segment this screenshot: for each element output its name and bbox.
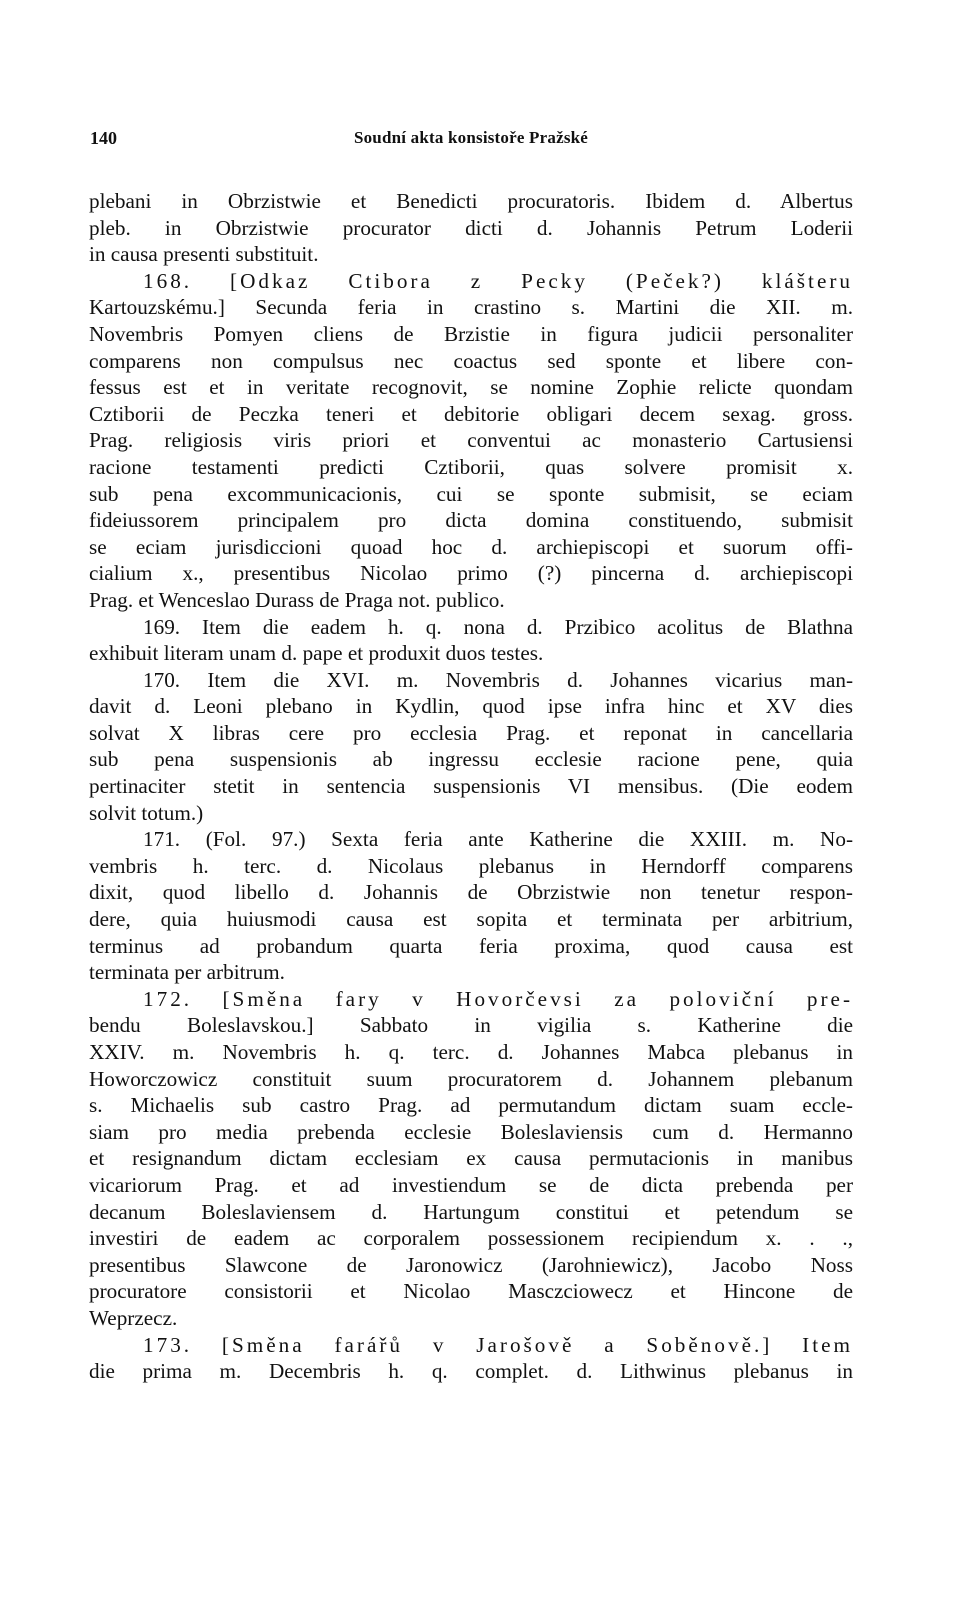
entry-170-heading: 170. Item die XVI. m. Novembris d. Johannes vicarius man- bbox=[143, 667, 853, 692]
text-line: bendu Boleslavskou.] Sabbato in vigilia s. Katherine die bbox=[89, 1013, 853, 1038]
text-line: die prima m. Decembris h. q. complet. d. Lithwinus plebanus in bbox=[89, 1359, 853, 1384]
text-line: decanum Boleslaviensem d. Hartungum constitui et petendum se bbox=[89, 1199, 853, 1224]
text-line: fessus est et in veritate recognovit, se nomine Zophie relicte quondam bbox=[89, 375, 853, 400]
running-head: Soudní akta konsistoře Pražské bbox=[353, 128, 589, 147]
text-line: sub pena excommunicacionis, cui se sponte submisit, se eciam bbox=[89, 481, 853, 506]
text-line: investiri de eadem ac corporalem possessionem recipiendum x. . ., bbox=[89, 1226, 853, 1251]
text-line: presentibus Slawcone de Jaronowicz (Jarohniewicz), Jacobo Noss bbox=[89, 1252, 853, 1277]
text-line: siam pro media prebenda ecclesie Boleslaviensis cum d. Hermanno bbox=[89, 1119, 853, 1144]
page-number: 140 bbox=[90, 128, 117, 148]
text-line: Weprzecz. bbox=[89, 1305, 178, 1330]
text-line: vembris h. terc. d. Nicolaus plebanus in Herndorff comparens bbox=[89, 853, 853, 878]
entry-169-heading: 169. Item die eadem h. q. nona d. Przibico acolitus de Blathna bbox=[143, 614, 853, 639]
text-line: et resignandum dictam ecclesiam ex causa permutacionis in manibus bbox=[89, 1146, 853, 1171]
text-line: solvit totum.) bbox=[89, 800, 204, 825]
text-line: cialium x., presentibus Nicolao primo (?) pincerna d. archiepiscopi bbox=[89, 561, 853, 586]
text-line: s. Michaelis sub castro Prag. ad permutandum dictam suam eccle- bbox=[89, 1093, 853, 1118]
text-line: davit d. Leoni plebano in Kydlin, quod ipse infra hinc et XV dies bbox=[89, 694, 853, 719]
text-line: Prag. et Wenceslao Durass de Praga not. publico. bbox=[89, 587, 505, 612]
text-line: exhibuit literam unam d. pape et produxit duos testes. bbox=[89, 641, 544, 666]
text-line: pertinaciter stetit in sentencia suspensionis VI mensibus. (Die eodem bbox=[89, 774, 853, 799]
text-line: dixit, quod libello d. Johannis de Obrzistwie non tenetur respon- bbox=[89, 880, 853, 905]
text-line: Howorczowicz constituit suum procuratorem d. Johannem plebanum bbox=[89, 1066, 853, 1091]
entry-171-heading: 171. (Fol. 97.) Sexta feria ante Katherine die XXIII. m. No- bbox=[143, 827, 853, 852]
text-line: racione testamenti predicti Cztiborii, quas solvere promisit x. bbox=[89, 454, 853, 479]
text-line: Novembris Pomyen cliens de Brzistie in figura judicii personaliter bbox=[89, 321, 853, 346]
text-line: fideiussorem principalem pro dicta domina constituendo, submisit bbox=[89, 508, 853, 533]
text-line: XXIV. m. Novembris h. q. terc. d. Johannes Mabca plebanus in bbox=[89, 1040, 853, 1064]
text-line: pleb. in Obrzistwie procurator dicti d. Johannis Petrum Loderii bbox=[89, 215, 853, 240]
text-line: plebani in Obrzistwie et Benedicti procuratoris. Ibidem d. Albertus bbox=[89, 189, 853, 213]
text-line: comparens non compulsus nec coactus sed sponte et libere con- bbox=[89, 348, 853, 373]
entry-172-heading: 172. [Směna fary v Hovorčevsi za poloviční pre- bbox=[143, 986, 853, 1011]
text-line: Prag. religiosis viris priori et conventui ac monasterio Cartusiensi bbox=[89, 428, 853, 453]
text-line: se eciam jurisdiccioni quoad hoc d. archiepiscopi et suorum offi- bbox=[89, 534, 853, 559]
text-line: solvat X libras cere pro ecclesia Prag. et reponat in cancellaria bbox=[89, 720, 853, 745]
text-line: sub pena suspensionis ab ingressu ecclesie racione pene, quia bbox=[89, 747, 853, 772]
body-text bbox=[89, 188, 853, 1385]
text-line: Kartouzskému.] Secunda feria in crastino s. Martini die XII. m. bbox=[89, 295, 853, 320]
text-line: terminus ad probandum quarta feria proxima, quod causa est bbox=[89, 933, 853, 958]
text-line: dere, quia huiusmodi causa est sopita et terminata per arbitrium, bbox=[89, 907, 853, 932]
text-line: terminata per arbitrum. bbox=[89, 960, 285, 985]
text-line: Cztiborii de Peczka teneri et debitorie obligari decem sexag. gross. bbox=[89, 401, 853, 426]
text-line: in causa presenti substituit. bbox=[89, 242, 319, 267]
page-header bbox=[90, 128, 852, 158]
entry-173-heading: 173. [Směna farářů v Jarošově a Soběnově.] Item bbox=[143, 1332, 853, 1357]
text-line: vicariorum Prag. et ad investiendum se de dicta prebenda per bbox=[89, 1172, 853, 1197]
entry-168-heading: 168. [Odkaz Ctibora z Pecky (Peček?) klášteru bbox=[143, 268, 853, 293]
text-line: procuratore consistorii et Nicolao Masczciowecz et Hincone de bbox=[89, 1279, 853, 1304]
